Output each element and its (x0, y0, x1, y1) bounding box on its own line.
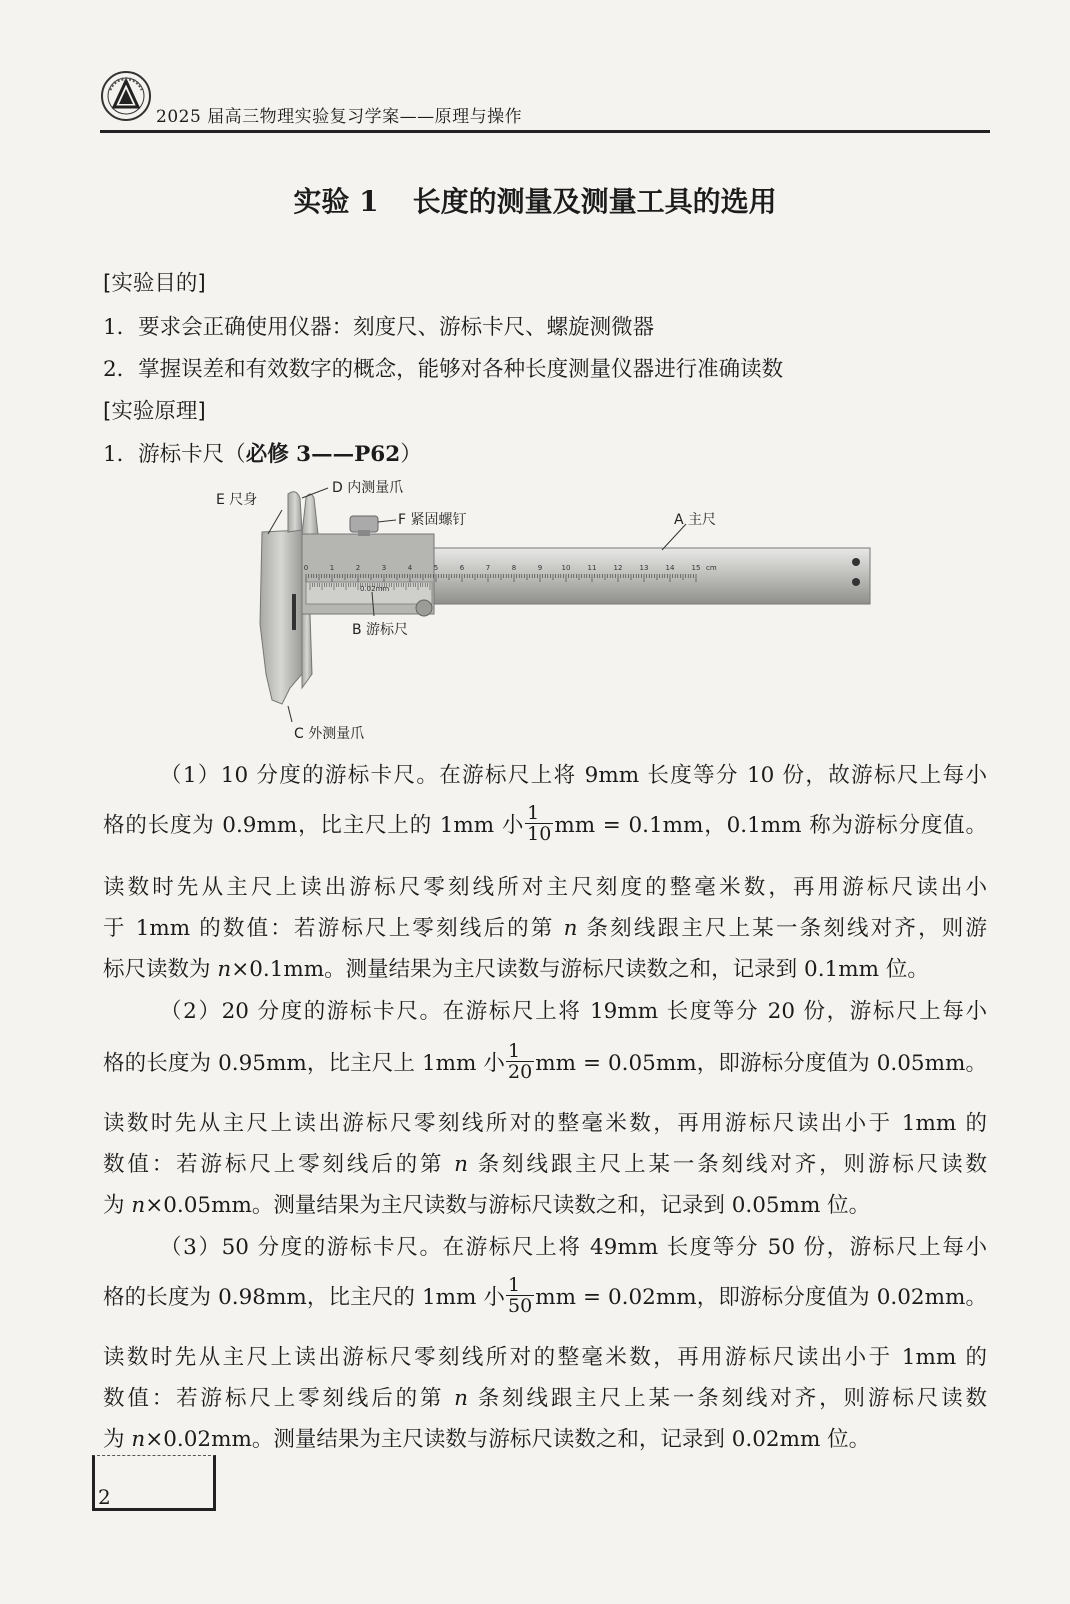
main-scale-number: 10 (561, 564, 571, 572)
main-scale-number: 13 (639, 564, 649, 572)
inner-jaw-sliding (302, 494, 318, 534)
main-scale-number: 15 (691, 564, 701, 572)
p2-line-5: 为 n×0.05mm。测量结果为主尺读数与游标尺读数之和，记录到 0.05mm 位。 (103, 1193, 871, 1218)
principle-heading: [实验原理] (103, 399, 206, 424)
depth-marker (292, 594, 296, 630)
label-d-inner-jaw: D 内测量爪 (332, 480, 404, 496)
purpose-item-2: 2．掌握误差和有效数字的概念，能够对各种长度测量仪器进行准确读数 (103, 357, 784, 382)
main-scale-number: 11 (587, 564, 597, 572)
p2-line-3: 读数时先从主尺上读出游标尺零刻线所对的整毫米数，再用游标尺读出小于 1mm 的 (103, 1111, 987, 1136)
p1-line-5: 标尺读数为 n×0.1mm。测量结果为主尺读数与游标尺读数之和，记录到 0.1mm 位。 (103, 957, 929, 982)
label-a-main-scale: A 主尺 (674, 512, 717, 528)
school-logo-icon (100, 70, 152, 122)
principle-item-1: 1．游标卡尺（必修 3——P62） (103, 442, 422, 467)
main-scale-number: 8 (511, 564, 517, 572)
p1-line-3: 读数时先从主尺上读出游标尺零刻线所对主尺刻度的整毫米数，再用游标尺读出小 (103, 875, 987, 900)
fraction-1-10: $\frac{1}{10}$ (527, 802, 552, 845)
p1-line-1: （1）10 分度的游标卡尺。在游标尺上将 9mm 长度等分 10 份，故游标尺上每小 (160, 763, 987, 788)
page-number-box (92, 1455, 220, 1515)
label-b-vernier: B 游标尺 (352, 622, 409, 638)
main-scale-number: 2 (355, 564, 361, 572)
p1-line-2: 格的长度为 0.9mm，比主尺上的 1mm 小 $\frac{1}{10}$ mm = 0.1mm，0.1mm 称为游标分度值。 (103, 802, 987, 845)
main-scale-number: 4 (407, 564, 413, 572)
p1-line-4: 于 1mm 的数值：若游标尺上零刻线后的第 n 条刻线跟主尺上某一条刻线对齐，则游 (103, 916, 987, 941)
p2-line-1: （2）20 分度的游标卡尺。在游标尺上将 19mm 长度等分 20 份，游标尺上每小 (160, 999, 987, 1024)
main-scale-number: 6 (459, 564, 465, 572)
beam-rivet-top (852, 558, 860, 566)
main-scale-number: 1 (329, 564, 335, 572)
main-scale-number: 14 (665, 564, 675, 572)
purpose-heading: [实验目的] (103, 271, 206, 296)
page-number: 2 (98, 1485, 111, 1509)
p3-line-3: 读数时先从主尺上读出游标尺零刻线所对的整毫米数，再用游标尺读出小于 1mm 的 (103, 1345, 987, 1370)
thumb-wheel (416, 600, 432, 616)
p3-line-1: （3）50 分度的游标卡尺。在游标尺上将 49mm 长度等分 50 份，游标尺上每小 (160, 1235, 987, 1260)
vernier-caliper-figure (210, 474, 890, 746)
experiment-title: 长度的测量及测量工具的选用 (412, 185, 777, 218)
p2-line-4: 数值：若游标尺上零刻线后的第 n 条刻线跟主尺上某一条刻线对齐，则游标尺读数 (103, 1152, 987, 1177)
p3-line-4: 数值：若游标尺上零刻线后的第 n 条刻线跟主尺上某一条刻线对齐，则游标尺读数 (103, 1386, 987, 1411)
header-rule (100, 130, 990, 133)
fraction-1-20: $\frac{1}{20}$ (508, 1040, 533, 1083)
fraction-1-50: $\frac{1}{50}$ (508, 1274, 533, 1317)
main-scale-number: 12 (613, 564, 623, 572)
label-f-screw: F 紧固螺钉 (398, 512, 467, 528)
beam-rivet-bottom (852, 578, 860, 586)
p3-line-5: 为 n×0.02mm。测量结果为主尺读数与游标尺读数之和，记录到 0.02mm 位。 (103, 1427, 871, 1452)
p2-line-2: 格的长度为 0.95mm，比主尺上 1mm 小 $\frac{1}{20}$ mm = 0.05mm，即游标分度值为 0.05mm。 (103, 1040, 987, 1083)
page-title (0, 180, 1070, 220)
main-scale-number: 7 (485, 564, 491, 572)
p3-line-2: 格的长度为 0.98mm，比主尺的 1mm 小 $\frac{1}{50}$ mm = 0.02mm，即游标分度值为 0.02mm。 (103, 1274, 987, 1317)
label-e-body: E 尺身 (216, 492, 258, 508)
outer-jaw-sliding (302, 614, 312, 688)
inner-jaw-fixed (288, 492, 302, 532)
locking-screw (350, 516, 378, 532)
main-scale-unit: cm (706, 564, 717, 572)
main-scale-number: 5 (433, 564, 439, 572)
label-c-outer-jaw: C 外测量爪 (294, 726, 365, 742)
running-header-title: 2025 届高三物理实验复习学案——原理与操作 (156, 107, 523, 127)
main-scale-number: 0 (303, 564, 309, 572)
purpose-item-1: 1．要求会正确使用仪器：刻度尺、游标卡尺、螺旋测微器 (103, 315, 655, 340)
experiment-number: 实验 1 (293, 185, 379, 218)
main-scale-number: 9 (537, 564, 543, 572)
page-header (100, 66, 990, 136)
vernier-unit-label: 0.02mm (360, 585, 390, 593)
main-scale-number: 3 (381, 564, 387, 572)
